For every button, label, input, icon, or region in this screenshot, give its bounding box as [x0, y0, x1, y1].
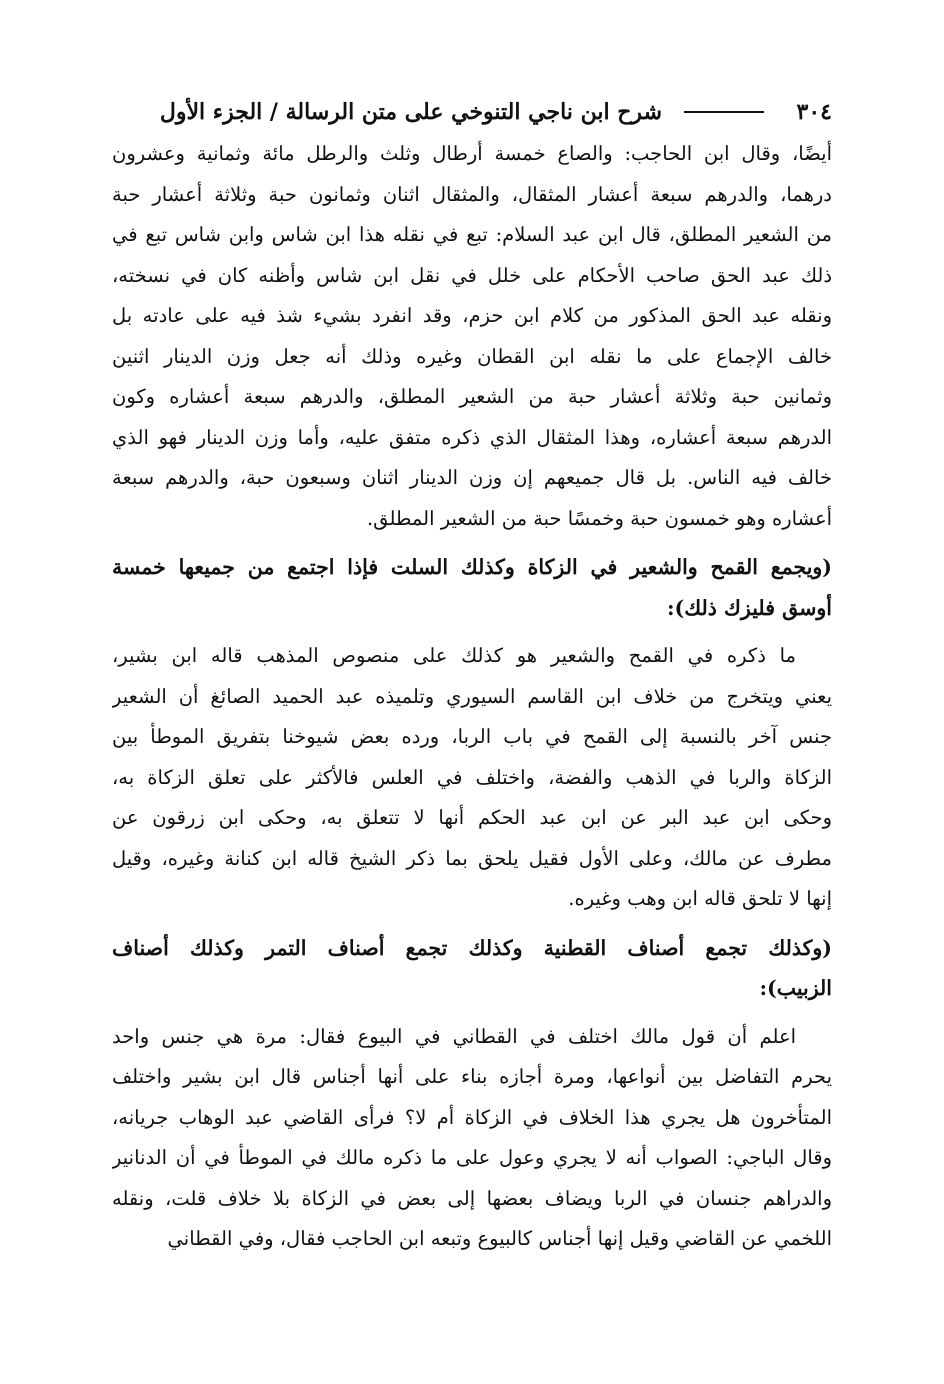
text-line: الزبيب):: [759, 976, 832, 1000]
text-line: والدراهم جنسان في الربا ويضاف بعضها إلى بعض في الزكاة بلا خلاف قلت، ونقله: [112, 1186, 832, 1210]
text-line: اعلم أن قول مالك اختلف في القطاني في البيوع فقال: مرة هي جنس واحد: [112, 1024, 796, 1048]
text-line: (ويجمع القمح والشعير في الزكاة وكذلك السلت فإذا اجتمع من جميعها خمسة: [112, 555, 832, 579]
text-line: ذلك عبد الحق صاحب الأحكام على خلل في نقل ابن شاس وأظنه كان في نسخته،: [112, 263, 832, 287]
page-header: [112, 90, 832, 134]
text-line: يعني ويتخرج من خلاف ابن القاسم السيوري وتلميذه عبد الحميد الصائغ أن الشعير: [112, 684, 832, 708]
text-line: درهما، والدرهم سبعة أعشار المثقال، والمثقال اثنان وثمانون حبة وثلاثة أعشار حبة: [112, 182, 832, 206]
text-line: ونقله عبد الحق المذكور من كلام ابن حزم، وقد انفرد بشيء شذ فيه على عادته بل: [112, 304, 832, 327]
page-number: ٣٠٤: [796, 99, 832, 125]
running-title: شرح ابن ناجي التنوخي على متن الرسالة / الجزء الأول: [159, 99, 662, 125]
text-line: (وكذلك تجمع أصناف القطنية وكذلك تجمع أصناف التمر وكذلك أصناف: [112, 935, 832, 960]
text-line: من الشعير المطلق، قال ابن عبد السلام: تبع في نقله هذا ابن شاس وابن شاس تبع في: [112, 223, 832, 246]
text-line: إنها لا تلحق قاله ابن وهب وغيره.: [568, 887, 832, 910]
text-line: اللخمي عن القاضي وقيل إنها أجناس كالبيوع وتبعه ابن الحاجب فقال، وفي القطاني: [167, 1227, 832, 1250]
commentary-paragraph: [112, 1017, 832, 1260]
commentary-paragraph: [112, 636, 832, 920]
text-line: الدرهم سبعة أعشاره، وهذا المثقال الذي ذكره متفق عليه، وأما وزن الدينار فهو الذي: [112, 425, 832, 449]
text-line: الزكاة والربا في الذهب والفضة، واختلف في العلس فالأكثر على تعلق الزكاة به،: [112, 765, 832, 789]
text-line: مطرف عن مالك، وعلى الأول فقيل يلحق بما ذكر الشيخ قاله ابن كنانة وغيره، وقيل: [112, 846, 832, 870]
text-line: جنس آخر بالنسبة إلى القمح في باب الربا، ورده بعض شيوخنا بتفريق الموطأ بين: [112, 725, 832, 748]
paragraph-gap: [112, 628, 832, 636]
paragraph-gap: [112, 539, 832, 547]
text-line: وثمانين حبة وثلاثة أعشار حبة من الشعير المطلق، والدرهم سبعة أعشاره وكون: [112, 385, 832, 408]
text-line: وحكى ابن عبد البر عن ابن عبد الحكم أنها لا تتعلق به، وحكى ابن زرقون عن: [112, 806, 832, 829]
body-text: [112, 134, 832, 1260]
text-line: خالف فيه الناس. بل قال جميعهم إن وزن الدينار اثنان وسبعون حبة، والدرهم سبعة: [112, 466, 832, 489]
matn-passage: [112, 928, 832, 1009]
text-line: أيضًا، وقال ابن الحاجب: والصاع خمسة أرطال وثلث والرطل مائة وثمانية وعشرون: [112, 142, 832, 165]
text-line: أعشاره وهو خمسون حبة وخمسًا حبة من الشعير المطلق.: [366, 506, 832, 530]
text-line: خالف الإجماع على ما نقله ابن القطان وغيره وذلك أنه جعل وزن الدينار اثنين: [112, 344, 832, 368]
header-rule: [684, 111, 764, 113]
matn-passage: [112, 547, 832, 628]
text-line: أوسق فليزك ذلك):: [666, 595, 832, 620]
text-line: وقال الباجي: الصواب أنه لا يجري وعول على ما ذكره مالك في الموطأ في أن الدنانير: [112, 1146, 832, 1169]
text-line: المتأخرون هل يجري هذا الخلاف في الزكاة أم لا؟ فرأى القاضي عبد الوهاب جريانه،: [112, 1105, 832, 1129]
paragraph-gap: [112, 1009, 832, 1017]
text-line: ما ذكره في القمح والشعير هو كذلك على منصوص المذهب قاله ابن بشير،: [112, 644, 796, 667]
commentary-paragraph: [112, 134, 832, 539]
paragraph-gap: [112, 920, 832, 928]
text-line: يحرم التفاضل بين أنواعها، ومرة أجازه بناء على أنها أجناس قال ابن بشير واختلف: [112, 1065, 832, 1088]
